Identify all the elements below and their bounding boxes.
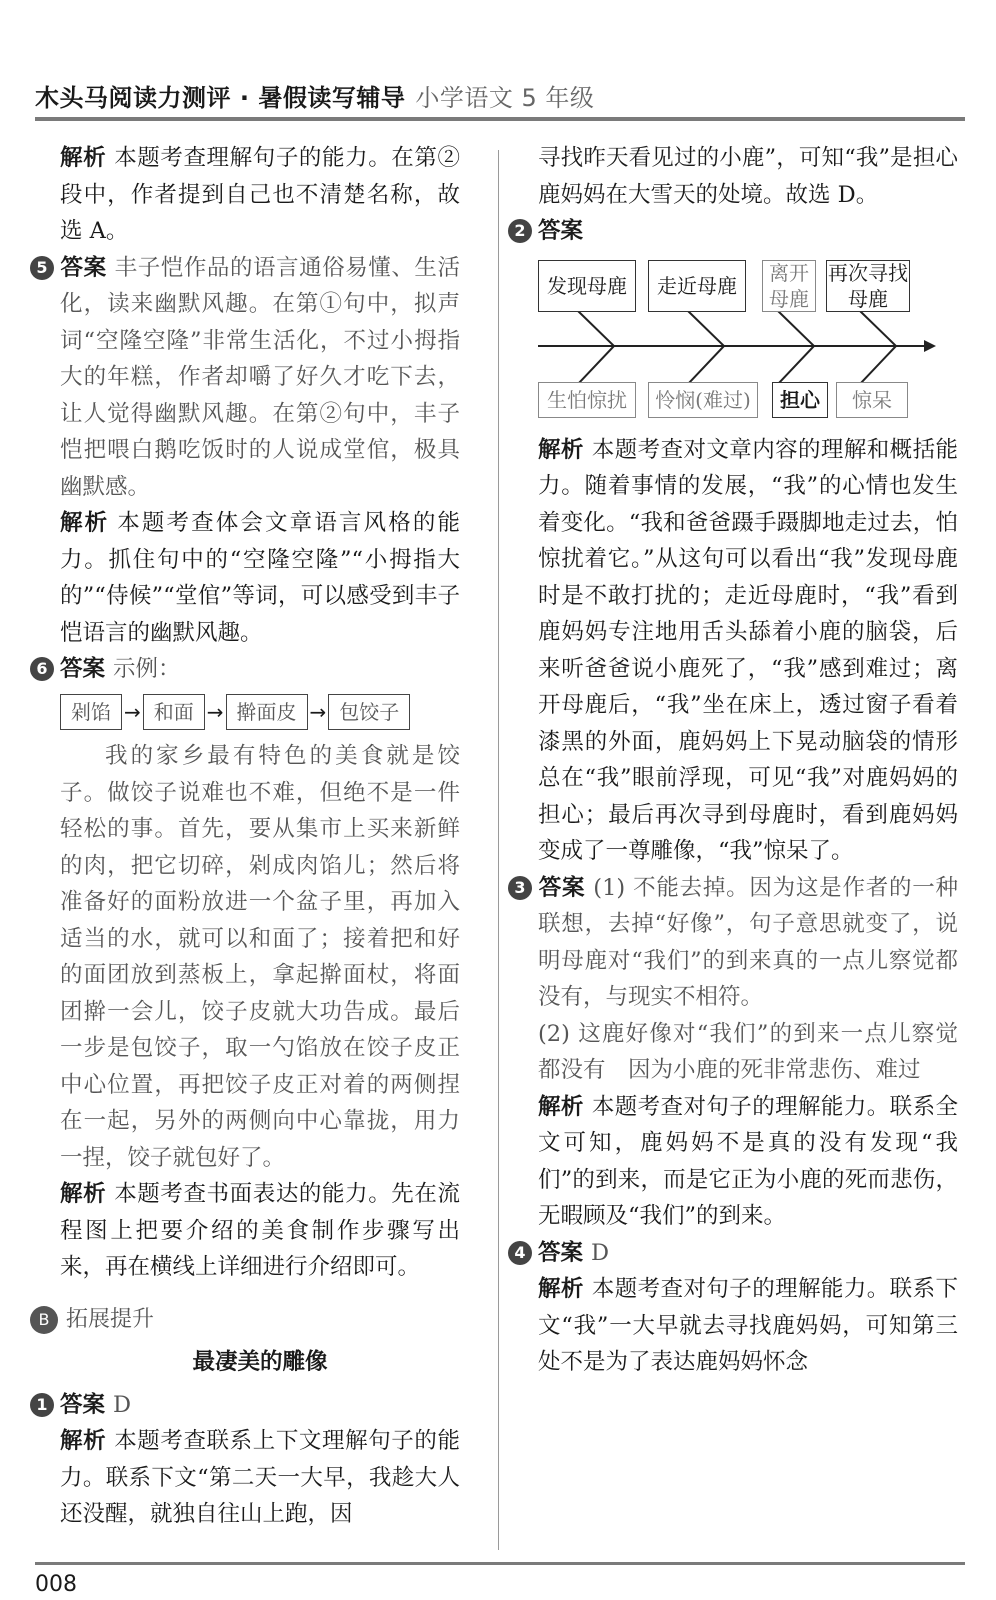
analysis-label: 解析 bbox=[60, 510, 110, 536]
q4-analysis bbox=[60, 140, 460, 250]
q3-answer-part2: (2) 这鹿好像对“我们”的到来一点儿察觉都没有 因为小鹿的死非常悲伤、难过 bbox=[538, 1020, 958, 1083]
arrow-right-icon: → bbox=[124, 699, 141, 724]
q2-answer-head bbox=[514, 213, 958, 250]
q6-analysis bbox=[60, 1176, 460, 1286]
flow-step: 包饺子 bbox=[328, 694, 410, 730]
q5-analysis bbox=[60, 505, 460, 651]
page-number: 008 bbox=[35, 1572, 77, 1597]
analysis-text: 本题考查联系上下文理解句子的能力。联系下文“第二天一大早，我趁大人还没醒，就独自往山上跑，因 bbox=[60, 1428, 460, 1527]
diagram-feeling: 生怕惊扰 bbox=[538, 382, 636, 418]
analysis-text: 本题考查体会文章语言风格的能力。抓住句中的“空隆空隆”“小拇指大的”“侍候”“堂倌”等词，可以感受到丰子恺语言的幽默风趣。 bbox=[60, 510, 460, 646]
page-header bbox=[35, 78, 965, 118]
q6-essay: 我的家乡最有特色的美食就是饺子。做饺子说难也不难，但绝不是一件轻松的事。首先，要从集市上买来新鲜的肉，把它切碎，剁成肉馅儿；然后将准备好的面粉放进一个盆子里，再加入适当的水，就可以和面了；接着把和好的面团放到蒸板上，拿起擀面杖，将面团擀一会儿，饺子皮就大功告成。最后一步是包饺子，取一勺馅放在饺子皮正中心位置，再把饺子皮正对着的两侧捏在一起，另外的两侧向中心靠拢，用力一捏，饺子就包好了。 bbox=[60, 743, 460, 1171]
diagram-feeling: 担心 bbox=[772, 382, 828, 418]
q5-answer bbox=[36, 250, 460, 506]
q3-analysis bbox=[538, 1089, 958, 1235]
analysis-text: 本题考查理解句子的能力。在第②段中，作者提到自己也不清楚名称，故选 A。 bbox=[60, 145, 460, 244]
analysis-text: 本题考查对句子的理解能力。联系全文可知，鹿妈妈不是真的没有发现“我们”的到来，而是它正为小鹿的死而悲伤，无暇顾及“我们”的到来。 bbox=[538, 1093, 958, 1229]
analysis-label: 解析 bbox=[60, 1428, 107, 1454]
flow-step: 擀面皮 bbox=[226, 694, 308, 730]
answer-label: 答案 bbox=[60, 1391, 106, 1418]
answer-label: 答案 bbox=[60, 254, 107, 281]
footer-rule bbox=[35, 1562, 965, 1565]
diagram-feeling: 惊呆 bbox=[836, 382, 908, 418]
q1-analysis bbox=[60, 1423, 460, 1533]
q1-analysis-continued: 寻找昨天看见过的小鹿”，可知“我”是担心鹿妈妈在大雪天的处境。故选 D。 bbox=[538, 145, 958, 208]
analysis-text: 本题考查书面表达的能力。先在流程图上把要介绍的美食制作步骤写出来，再在横线上详细进行介绍即可。 bbox=[60, 1181, 460, 1280]
arrow-right-icon: → bbox=[309, 699, 327, 724]
analysis-label: 解析 bbox=[538, 1276, 584, 1302]
section-badge-icon: B bbox=[30, 1306, 58, 1334]
diagram-event: 离开母鹿 bbox=[762, 260, 816, 312]
question-number-1: 1 bbox=[30, 1393, 54, 1417]
question-number-2: 2 bbox=[508, 219, 532, 243]
flow-step: 剁馅 bbox=[60, 694, 122, 730]
question-number-5: 5 bbox=[30, 256, 54, 280]
analysis-label: 解析 bbox=[538, 436, 584, 463]
flow-step: 和面 bbox=[143, 694, 205, 730]
answer-text: 丰子恺作品的语言通俗易懂、生活化，读来幽默风趣。在第①句中，拟声词“空隆空隆”非常生活化，不过小拇指大的年糕，作者却嚼了好久才吃下去，让人觉得幽默风趣。在第②句中，丰子恺把喂白鹅吃饭时的人说成堂倌，极具幽默感。 bbox=[60, 254, 460, 500]
analysis-text: 本题考查对文章内容的理解和概括能力。随着事情的发展，“我”的心情也发生着变化。“我和爸爸蹑手蹑脚地走过去，怕惊扰着它。”从这句可以看出“我”发现母鹿时是不敢打扰的；走近母鹿时，“我”看到鹿妈妈专注地用舌头舔着小鹿的脑袋，后来听爸爸说小鹿死了，“我”感到难过；离开母鹿后，“我”坐在床上，透过窗子看着漆黑的外面，鹿妈妈上下晃动脑袋的情形总在“我”眼前浮现，可见“我”对鹿妈妈的担心；最后再次寻到母鹿时，看到鹿妈妈变成了一尊雕像，“我”惊呆了。 bbox=[538, 436, 958, 864]
q6-answer-head bbox=[36, 651, 460, 688]
q4-answer bbox=[514, 1235, 958, 1272]
answer-label: 答案 bbox=[60, 656, 106, 682]
q2-analysis bbox=[538, 432, 958, 870]
question-number-6: 6 bbox=[30, 657, 54, 681]
answer-text: D bbox=[113, 1391, 132, 1418]
diagram-event: 再次寻找母鹿 bbox=[828, 260, 908, 311]
right-column bbox=[514, 140, 958, 1381]
header-rule bbox=[35, 117, 965, 121]
left-column bbox=[36, 140, 460, 1533]
answer-text-part1: (1) 不能去掉。因为这是作者的一种联想，去掉“好像”，句子意思就变了，说明母鹿对“我们”的到来真的一点儿察觉都没有，与现实不相符。 bbox=[538, 874, 958, 1010]
q1-answer bbox=[36, 1387, 460, 1424]
answer-label: 答案 bbox=[538, 874, 586, 901]
q3-answer bbox=[514, 870, 958, 1016]
column-divider bbox=[498, 150, 499, 1550]
section-title: 拓展提升 bbox=[66, 1306, 155, 1332]
answer-label: 答案 bbox=[538, 1239, 584, 1266]
fishbone-diagram bbox=[538, 256, 938, 426]
header-title: 木头马阅读力测评 · 暑假读写辅导 bbox=[35, 84, 406, 112]
question-number-4: 4 bbox=[508, 1241, 532, 1265]
example-label: 示例： bbox=[113, 656, 181, 682]
section-heading bbox=[38, 1302, 460, 1339]
header-subtitle: 小学语文 5 年级 bbox=[415, 84, 595, 112]
cooking-flowchart bbox=[60, 694, 460, 731]
analysis-label: 解析 bbox=[538, 1093, 584, 1120]
diagram-event: 走近母鹿 bbox=[648, 260, 746, 312]
analysis-label: 解析 bbox=[60, 1181, 107, 1207]
analysis-text: 本题考查对句子的理解能力。联系下文“我”一大早就去寻找鹿妈妈，可知第三处不是为了表达鹿妈妈怀念 bbox=[538, 1276, 958, 1375]
arrow-right-icon: → bbox=[206, 699, 224, 724]
analysis-label: 解析 bbox=[60, 145, 107, 171]
diagram-event: 发现母鹿 bbox=[538, 260, 636, 312]
question-number-3: 3 bbox=[508, 876, 532, 900]
answer-text: D bbox=[591, 1239, 610, 1266]
q4-analysis bbox=[538, 1271, 958, 1381]
article-title: 最凄美的雕像 bbox=[192, 1349, 328, 1375]
diagram-feeling: 怜悯(难过) bbox=[648, 382, 758, 418]
answer-label: 答案 bbox=[538, 218, 584, 244]
